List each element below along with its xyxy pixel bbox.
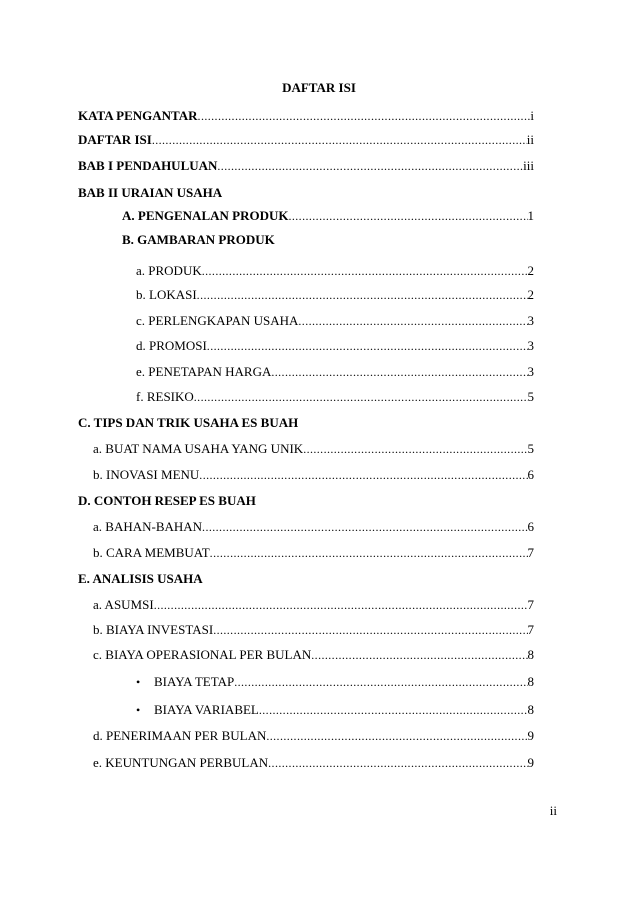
toc-leader-dots — [202, 263, 528, 279]
toc-entry-label: e. KEUNTUNGAN PERBULAN — [93, 755, 269, 770]
toc-entry-page: 8 — [527, 674, 534, 689]
toc-entry-page: ii — [526, 132, 534, 147]
toc-entry-page: 5 — [527, 441, 534, 456]
toc-leader-dots — [268, 755, 527, 771]
toc-leader-dots — [266, 728, 527, 744]
toc-entry-label: b. INOVASI MENU — [93, 467, 200, 482]
toc-entry-page: 6 — [527, 519, 534, 534]
toc-leader-dots — [303, 441, 527, 457]
toc-entry-promosi — [136, 338, 534, 354]
toc-entry-page: 3 — [527, 364, 534, 379]
toc-entry-lokasi — [136, 287, 534, 303]
toc-entry-page: 7 — [527, 545, 534, 560]
toc-entry-label: f. RESIKO — [136, 389, 194, 404]
toc-entry-page: 9 — [527, 728, 534, 743]
toc-leader-dots — [298, 313, 527, 329]
toc-entry-resiko — [136, 389, 534, 405]
toc-entry-label: e. PENETAPAN HARGA — [136, 364, 272, 379]
toc-entry-biaya-investasi — [93, 622, 534, 638]
toc-entry-penetapan-harga — [136, 364, 534, 380]
toc-entry-perlengkapan-usaha — [136, 313, 534, 329]
toc-entry-penerimaan — [93, 728, 534, 744]
toc-leader-dots — [194, 389, 528, 405]
toc-heading-contoh-resep: D. CONTOH RESEP ES BUAH — [78, 493, 256, 508]
toc-entry-label: a. BAHAN-BAHAN — [93, 519, 203, 534]
toc-leader-dots — [288, 208, 527, 224]
toc-entry-label: a. ASUMSI — [93, 597, 154, 612]
toc-entry-label: BIAYA TETAP — [154, 674, 235, 689]
toc-leader-dots — [152, 132, 527, 148]
page-number: ii — [549, 803, 557, 818]
toc-entry-page: 2 — [527, 263, 534, 278]
toc-entry-daftar-isi — [78, 132, 534, 148]
bullet-icon: • — [136, 703, 141, 717]
toc-leader-dots — [154, 597, 528, 613]
toc-entry-pengenalan-produk — [122, 208, 534, 224]
toc-entry-label: c. BIAYA OPERASIONAL PER BULAN — [93, 647, 312, 662]
toc-leader-dots — [202, 519, 527, 535]
toc-entry-label: a. PRODUK — [136, 263, 202, 278]
toc-entry-biaya-operasional — [93, 647, 534, 663]
toc-entry-page: i — [530, 108, 534, 123]
bullet-icon: • — [136, 675, 141, 689]
toc-leader-dots — [234, 674, 527, 690]
toc-entry-page: 7 — [527, 622, 534, 637]
toc-entry-page: 2 — [527, 287, 534, 302]
toc-entry-label: b. CARA MEMBUAT — [93, 545, 210, 560]
toc-entry-label: a. BUAT NAMA USAHA YANG UNIK — [93, 441, 304, 456]
toc-entry-page: 6 — [527, 467, 534, 482]
toc-entry-produk — [136, 263, 534, 279]
toc-heading-tips-trik: C. TIPS DAN TRIK USAHA ES BUAH — [78, 415, 299, 430]
toc-entry-page: 9 — [527, 755, 534, 770]
toc-leader-dots — [197, 287, 528, 303]
toc-entry-label: KATA PENGANTAR — [78, 108, 198, 123]
toc-entry-biaya-variabel — [136, 702, 534, 718]
toc-entry-page: 8 — [527, 647, 534, 662]
toc-entry-biaya-tetap — [136, 674, 534, 690]
toc-entry-label: c. PERLENGKAPAN USAHA — [136, 313, 299, 328]
toc-entry-nama-usaha — [93, 441, 534, 457]
toc-entry-label: b. LOKASI — [136, 287, 197, 302]
toc-leader-dots — [271, 364, 527, 380]
toc-entry-page: 3 — [527, 313, 534, 328]
toc-entry-label: BIAYA VARIABEL — [154, 702, 259, 717]
toc-entry-cara-membuat — [93, 545, 534, 561]
toc-entry-page: 8 — [527, 702, 534, 717]
toc-entry-label: d. PROMOSI — [136, 338, 207, 353]
toc-leader-dots — [207, 338, 528, 354]
toc-entry-asumsi — [93, 597, 534, 613]
toc-entry-page: 5 — [527, 389, 534, 404]
toc-entry-page: 1 — [527, 208, 534, 223]
toc-leader-dots — [213, 622, 527, 638]
toc-entry-label: b. BIAYA INVESTASI — [93, 622, 214, 637]
toc-heading-gambaran-produk: B. GAMBARAN PRODUK — [122, 232, 275, 247]
toc-leader-dots — [217, 158, 523, 174]
toc-entry-bab-i — [78, 158, 534, 174]
toc-heading-analisis-usaha: E. ANALISIS USAHA — [78, 571, 203, 586]
toc-heading-bab-ii: BAB II URAIAN USAHA — [78, 185, 223, 200]
toc-entry-label: d. PENERIMAAN PER BULAN — [93, 728, 267, 743]
toc-entry-page: 7 — [527, 597, 534, 612]
toc-entry-label: DAFTAR ISI — [78, 132, 152, 147]
toc-entry-page: 3 — [527, 338, 534, 353]
toc-entry-page: iii — [523, 158, 534, 173]
toc-entry-bahan-bahan — [93, 519, 534, 535]
toc-leader-dots — [311, 647, 527, 663]
page-title: DAFTAR ISI — [282, 80, 356, 95]
toc-entry-label: BAB I PENDAHULUAN — [78, 158, 218, 173]
toc-leader-dots — [199, 467, 527, 483]
toc-leader-dots — [259, 702, 528, 718]
toc-entry-keuntungan — [93, 755, 534, 771]
toc-entry-kata-pengantar — [78, 108, 534, 124]
toc-leader-dots — [198, 108, 531, 124]
toc-leader-dots — [210, 545, 528, 561]
toc-entry-label: A. PENGENALAN PRODUK — [122, 208, 289, 223]
toc-entry-inovasi-menu — [93, 467, 534, 483]
